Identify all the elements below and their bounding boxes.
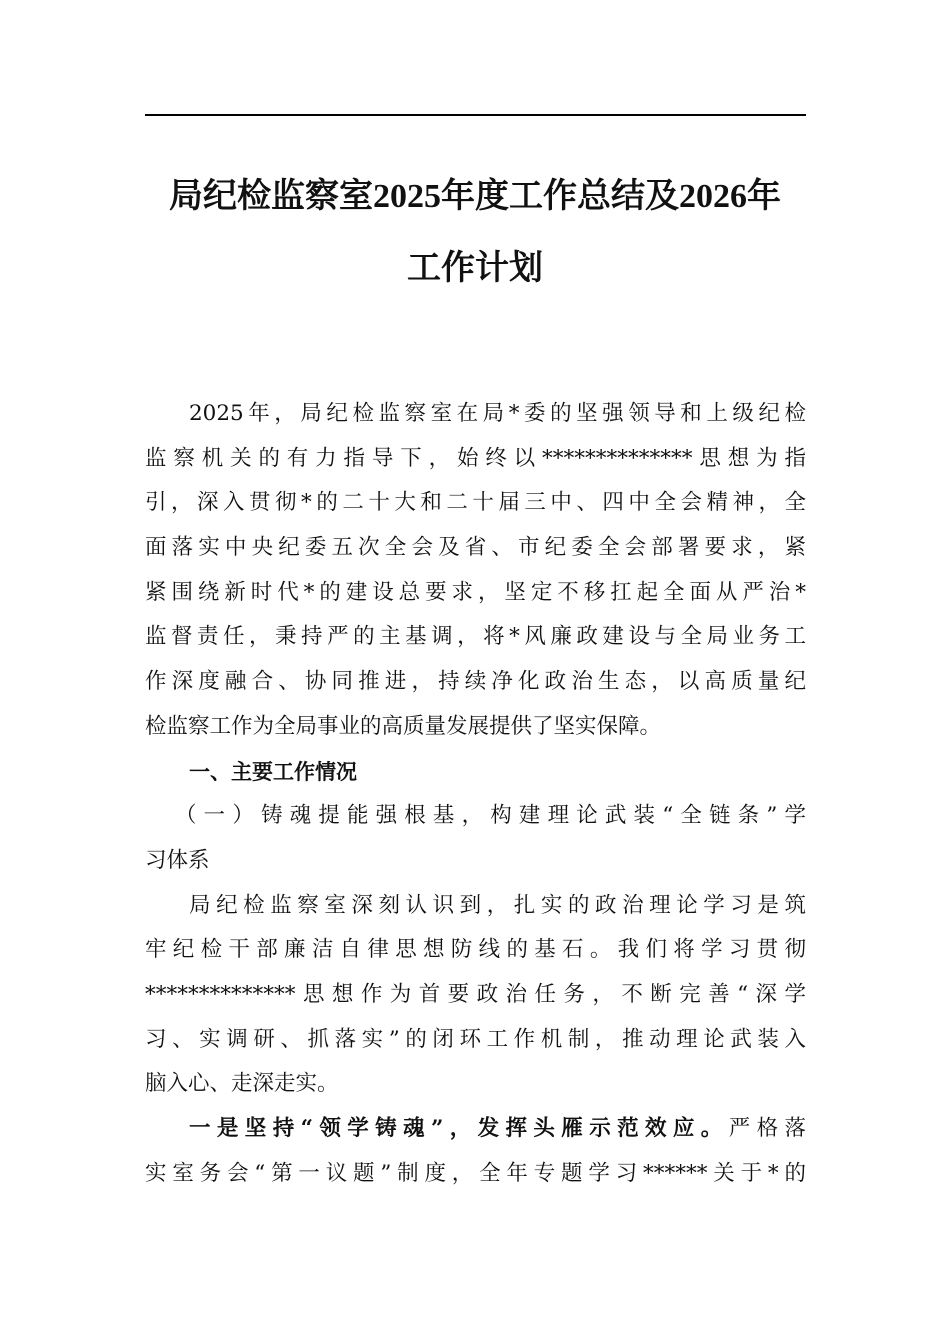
header-rule <box>145 114 806 116</box>
text-line: 牢纪检干部廉洁自律思想防线的基石。我们将学习贯彻 <box>145 937 806 963</box>
document-title-line-1: 局纪检监察室2025年度工作总结及2026年 <box>169 178 781 215</box>
text-run: 严格落 <box>728 1116 806 1141</box>
text-line: 局纪检监察室深刻认识到，扎实的政治理论学习是筑 <box>189 892 806 918</box>
text-line: 2025年，局纪检监察室在局*委的坚强领导和上级纪检 <box>189 401 806 426</box>
body-paragraph <box>145 884 806 1107</box>
text-line: 脑入心、走深走实。 <box>145 1071 339 1097</box>
bold-lead-text: 一是坚持“领学铸魂”，发挥头雁示范效应。 <box>189 1116 729 1141</box>
text-line: 习、实调研、抓落实”的闭环工作机制，推动理论武装入 <box>145 1026 806 1052</box>
intro-paragraph <box>145 392 806 750</box>
text-line: 面落实中央纪委五次全会及省、市纪委全会部署要求，紧 <box>145 535 806 561</box>
text-line <box>145 1107 806 1152</box>
text-line: 作深度融合、协同推进，持续净化政治生态，以高质量纪 <box>145 669 806 695</box>
body-paragraph <box>145 1107 806 1196</box>
text-line: 监察机关的有力指导下，始终以**************思想为指 <box>145 445 806 471</box>
text-line: 检监察工作为全局事业的高质量发展提供了坚实保障。 <box>145 713 662 739</box>
subsection-heading <box>145 794 806 883</box>
document-body <box>145 392 806 1196</box>
text-line: **************思想作为首要政治任务，不断完善“深学 <box>145 981 806 1007</box>
text-line: 实室务会“第一议题”制度，全年专题学习******关于*的 <box>145 1160 806 1186</box>
text-line: 习体系 <box>145 847 210 873</box>
text-line: 引，深入贯彻*的二十大和二十届三中、四中全会精神，全 <box>145 490 806 516</box>
section-heading: 一、主要工作情况 <box>189 759 357 784</box>
text-line: 监督责任，秉持严的主基调，将*风廉政建设与全局业务工 <box>145 624 806 650</box>
document-title-line-2: 工作计划 <box>407 250 543 287</box>
text-line: （一）铸魂提能强根基，构建理论武装“全链条”学 <box>175 803 806 829</box>
text-line: 紧围绕新时代*的建设总要求，坚定不移扛起全面从严治* <box>145 579 806 605</box>
